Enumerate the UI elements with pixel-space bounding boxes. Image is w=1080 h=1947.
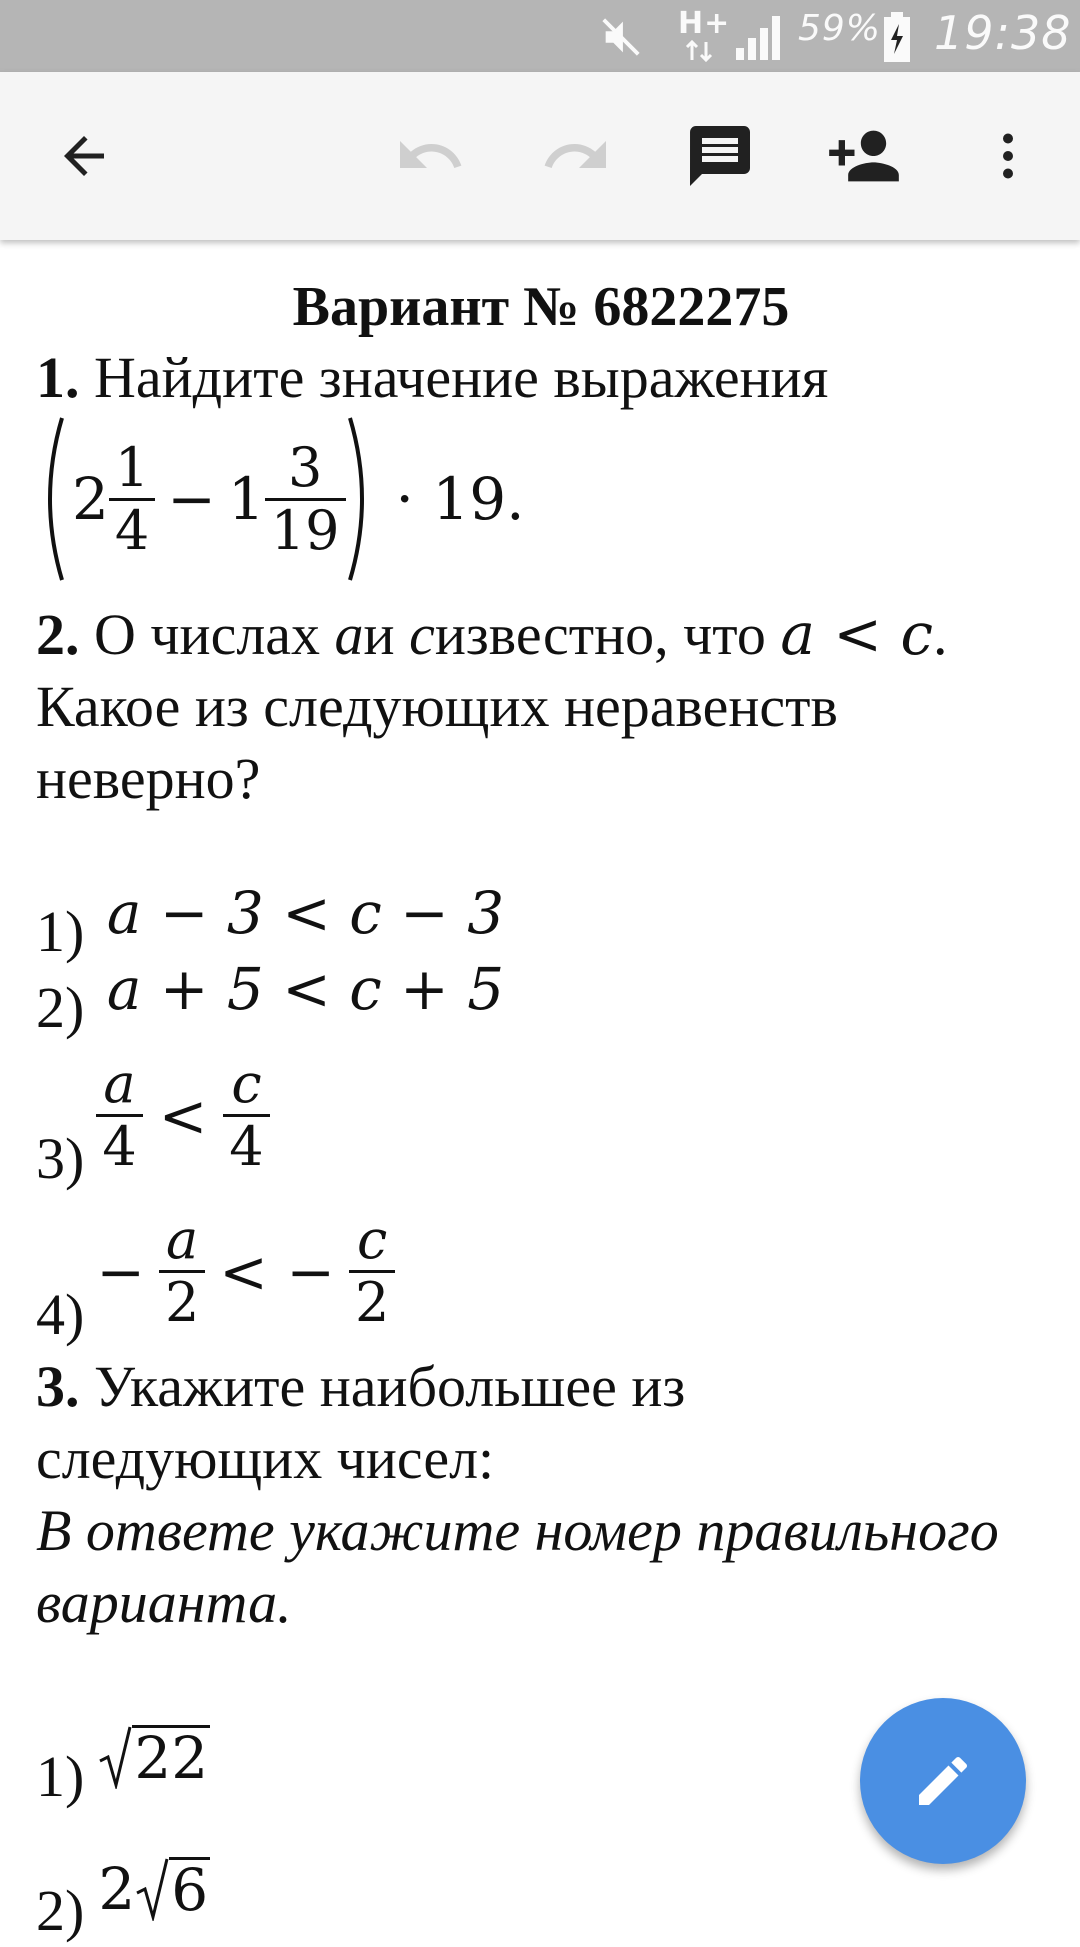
q2-line-3: неверно? — [36, 746, 261, 811]
network-type: H+ — [678, 6, 731, 41]
q3-opt2-radicand: 6 — [171, 1856, 209, 1924]
q2-text-a: О числах — [94, 602, 335, 667]
pencil-icon — [911, 1749, 975, 1813]
q1-whole-2: 1 — [227, 465, 265, 533]
comment-icon — [684, 120, 756, 192]
question-2-number: 2. — [36, 602, 80, 667]
back-button[interactable] — [34, 106, 134, 206]
question-1-number: 1. — [36, 345, 80, 410]
signal-icon — [734, 14, 784, 60]
q2-option-3-label: 3) — [36, 1126, 85, 1191]
q2-option-1-expr: a − 3 < c − 3 — [106, 879, 505, 947]
q1-denominator-2: 19 — [270, 498, 340, 562]
q2-opt3-num-1: a — [96, 1054, 142, 1117]
question-1-text — [36, 342, 1056, 414]
page-title: Вариант № 6822275 — [292, 276, 790, 338]
q2-option-3 — [36, 1045, 1056, 1193]
q2-opt4-relation: < − — [219, 1237, 335, 1306]
undo-button[interactable] — [380, 106, 480, 206]
arrow-back-icon — [54, 126, 114, 186]
q2-option-4-expr — [96, 1210, 395, 1333]
question-1-expression — [36, 414, 1056, 584]
undo-icon — [394, 120, 466, 192]
question-2-text — [36, 598, 1056, 671]
q2-text-known: известно, что — [434, 602, 781, 667]
q2-opt3-num-2: c — [223, 1054, 269, 1117]
q3-hint-1: В ответе укажите номер правильного — [36, 1498, 999, 1563]
more-vert-icon — [978, 126, 1038, 186]
q3-option-1-label: 1) — [36, 1744, 85, 1809]
q2-opt3-relation: < — [158, 1081, 208, 1150]
q2-line-2: Какое из следующих неравенств — [36, 674, 838, 739]
q2-option-4-label: 4) — [36, 1282, 85, 1347]
add-person-button[interactable] — [814, 106, 914, 206]
sqrt-sign — [98, 1725, 132, 1789]
data-arrows-icon — [684, 40, 714, 62]
q3-hint-2: варианта. — [36, 1570, 292, 1635]
q1-numerator-2: 3 — [265, 438, 346, 501]
q1-minus: − — [167, 465, 216, 533]
q2-opt3-den-1: 4 — [102, 1115, 137, 1178]
q2-option-2-expr: a + 5 < c + 5 — [106, 955, 505, 1023]
q2-option-4 — [36, 1193, 1056, 1345]
more-button[interactable] — [958, 106, 1058, 206]
q1-whole-1: 2 — [72, 465, 109, 533]
edit-fab-button[interactable] — [860, 1698, 1026, 1864]
q3-option-1-expr — [98, 1724, 210, 1792]
q2-option-1 — [36, 879, 1056, 965]
q3-option-2-expr — [98, 1855, 210, 1924]
top-toolbar — [0, 72, 1080, 240]
q1-denominator-1: 4 — [114, 498, 150, 562]
sqrt-sign-2 — [135, 1857, 169, 1921]
q1-fraction-2 — [265, 435, 346, 562]
redo-button[interactable] — [526, 106, 626, 206]
mute-icon — [598, 14, 644, 60]
question-3-text — [36, 1351, 1056, 1423]
q2-option-3-frac-2 — [223, 1054, 269, 1177]
left-paren — [36, 414, 66, 584]
q2-condition-end: . — [932, 602, 948, 667]
q2-condition: a < c — [780, 600, 933, 668]
q2-opt4-num-2: c — [349, 1210, 395, 1273]
question-1-prompt: Найдите значение выражения — [94, 345, 829, 410]
q2-opt4-minus: − — [96, 1237, 145, 1306]
q2-option-3-expr — [96, 1054, 269, 1177]
redo-icon — [540, 120, 612, 192]
question-3-number: 3. — [36, 1354, 80, 1419]
comment-button[interactable] — [670, 106, 770, 206]
q1-numerator-1: 1 — [109, 438, 155, 501]
q3-opt1-radicand: 22 — [134, 1724, 209, 1792]
q2-opt4-den-1: 2 — [164, 1271, 200, 1334]
q2-option-1-label: 1) — [36, 899, 85, 964]
q3-text-2: следующих чисел: — [36, 1426, 495, 1491]
battery-charging-icon — [882, 12, 912, 62]
clock: 19:38 — [934, 6, 1072, 60]
q2-option-3-frac-1 — [96, 1054, 142, 1177]
q1-multiply-tail: · 19. — [395, 465, 525, 533]
q3-text-1: Укажите наибольшее из — [94, 1354, 686, 1419]
q1-fraction-1 — [109, 435, 155, 562]
document-body[interactable] — [36, 262, 1056, 1943]
q2-text-and: и — [363, 602, 410, 667]
battery-percent: 59% — [798, 8, 882, 49]
right-paren — [346, 414, 376, 584]
q2-opt4-num-1: a — [159, 1210, 205, 1273]
q2-var-c: c — [409, 602, 435, 667]
status-bar — [0, 0, 1080, 72]
q2-option-4-frac-2 — [349, 1210, 395, 1333]
q3-option-2-label: 2) — [36, 1878, 85, 1943]
q2-opt4-den-2: 2 — [354, 1271, 390, 1334]
q2-opt3-den-2: 4 — [229, 1115, 264, 1178]
q2-option-4-frac-1 — [159, 1210, 205, 1333]
q2-var-a: a — [334, 602, 364, 667]
q3-opt2-coefficient: 2 — [98, 1855, 136, 1923]
q2-option-2-label: 2) — [36, 975, 85, 1040]
q2-option-2 — [36, 955, 1056, 1045]
person-add-icon — [826, 118, 902, 194]
